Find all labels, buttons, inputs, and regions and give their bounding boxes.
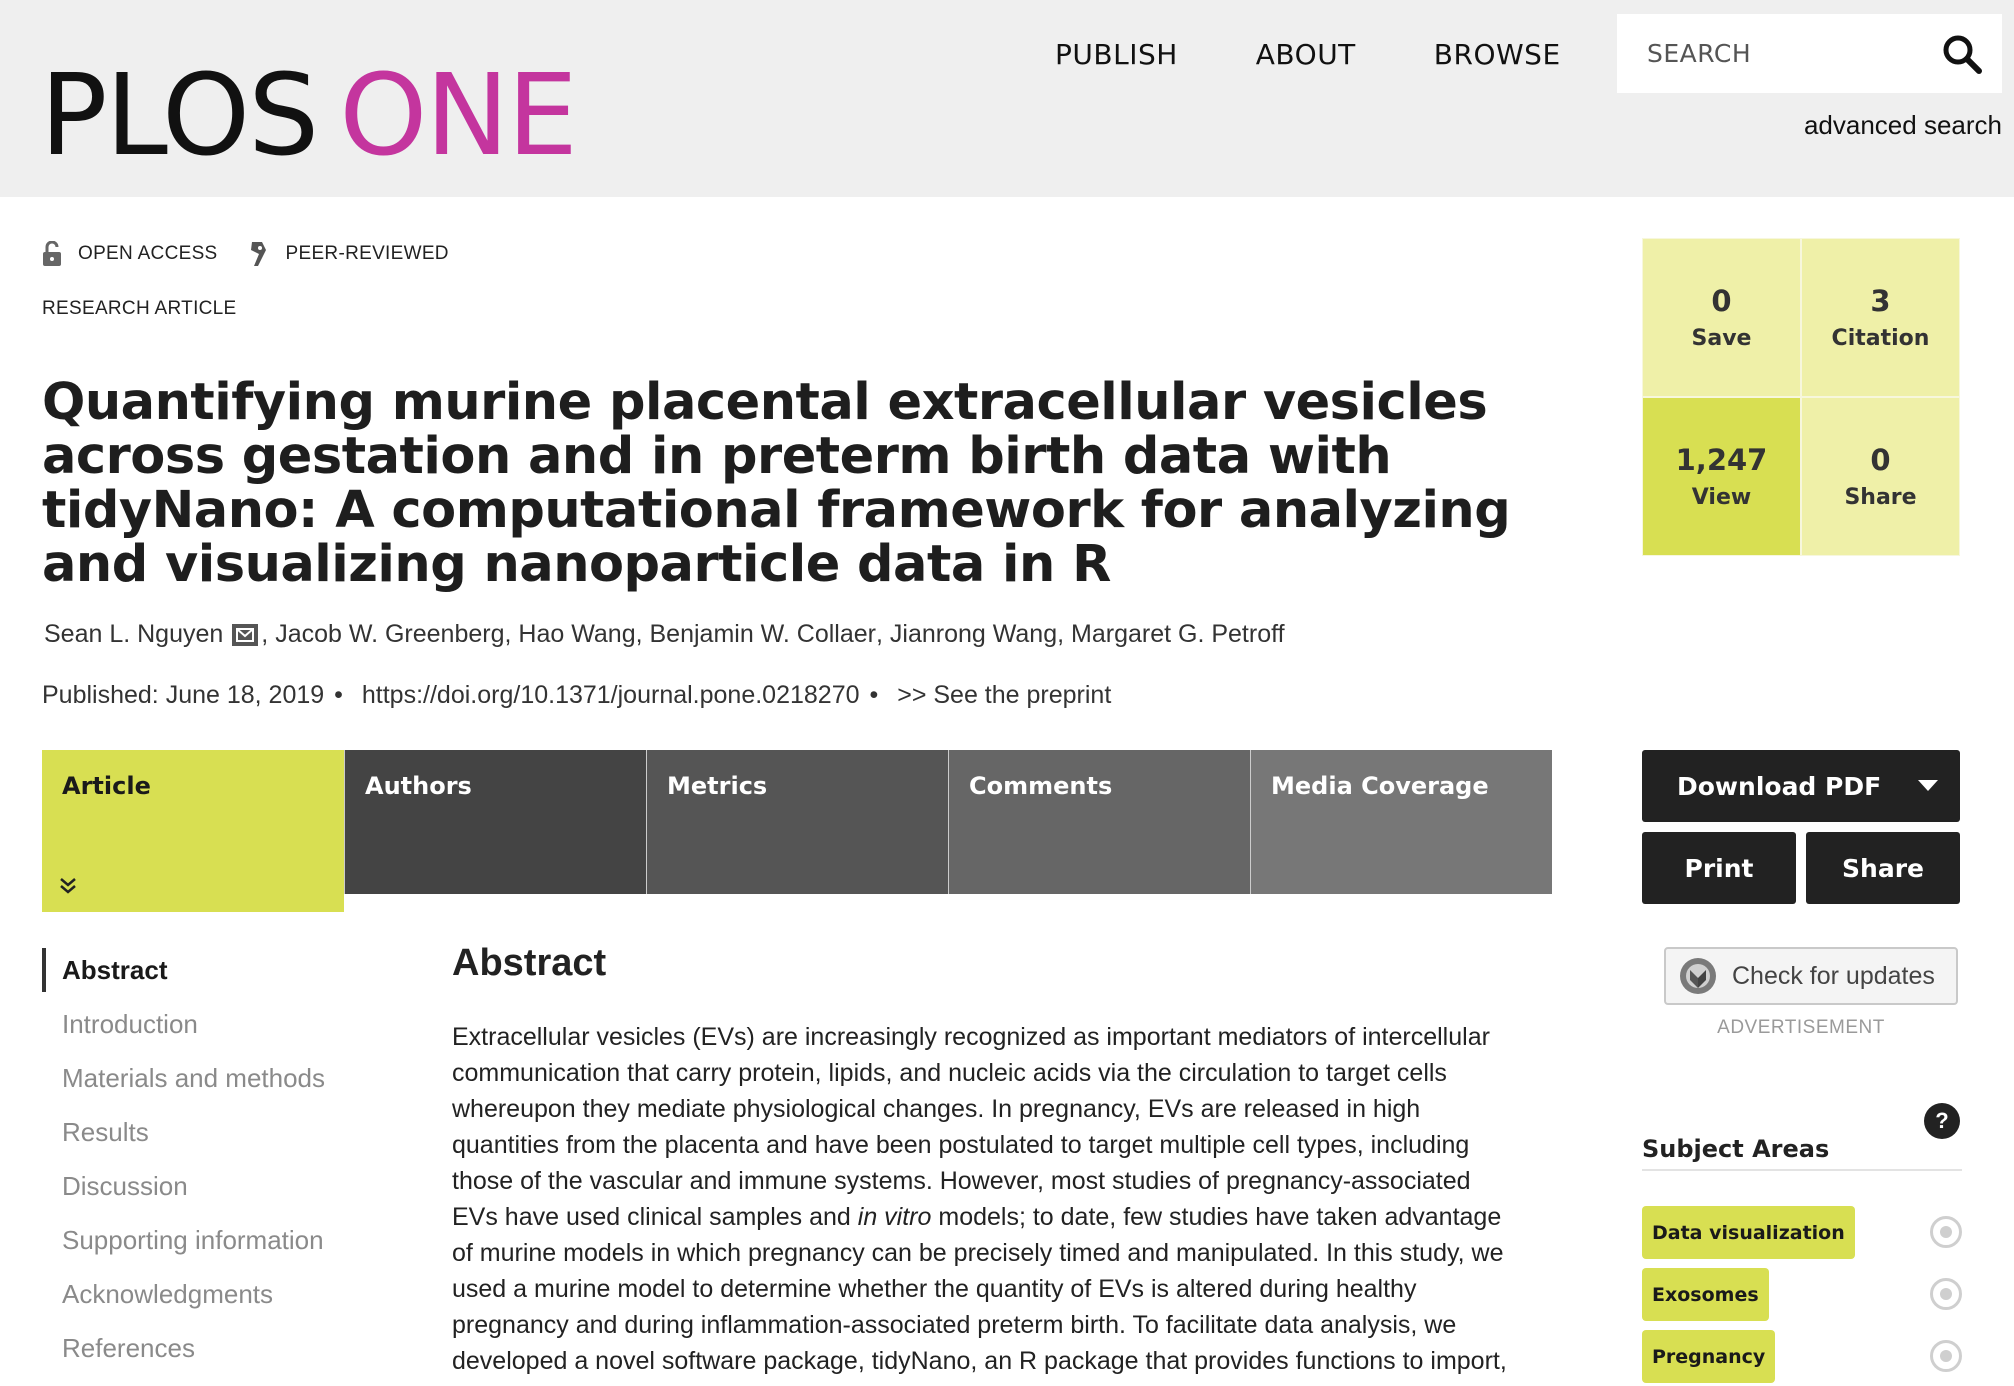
search-input[interactable] (1647, 39, 1937, 68)
author-separator: , (261, 620, 276, 648)
author-link[interactable]: Benjamin W. Collaer (649, 620, 876, 648)
download-pdf-button[interactable] (1642, 750, 1960, 822)
search-icon[interactable] (1940, 32, 1984, 76)
download-pdf-label: Download PDF (1677, 771, 1882, 801)
check-for-updates-button[interactable] (1664, 947, 1958, 1005)
toc-discussion[interactable]: Discussion (62, 1171, 188, 1201)
logo-one: ONE (339, 51, 576, 181)
author-link[interactable]: Jianrong Wang (889, 620, 1058, 648)
abstract-line: whereupon they mediate physiological changes. In pregnancy, EVs are released in high (452, 1095, 1421, 1123)
tab-label: Media Coverage (1271, 772, 1489, 800)
peer-reviewed-badge (248, 240, 449, 268)
metric-share[interactable] (1801, 397, 1960, 556)
doi-link[interactable]: https://doi.org/10.1371/journal.pone.0218270 (361, 681, 860, 709)
site-header (0, 0, 2014, 197)
author-separator: , (1057, 620, 1072, 648)
author-list (44, 620, 1285, 649)
nav-about[interactable]: ABOUT (1255, 38, 1356, 71)
author-link[interactable]: Sean L. Nguyen (44, 620, 224, 648)
metric-value: 0 (1870, 443, 1891, 477)
check-updates-label: Check for updates (1732, 961, 1935, 990)
author-link[interactable]: Jacob W. Greenberg (275, 620, 505, 648)
publication-info (42, 681, 1111, 710)
toc-materials-methods[interactable]: Materials and methods (62, 1063, 326, 1093)
author-separator: , (635, 620, 650, 648)
metric-value: 3 (1870, 284, 1891, 318)
author-link[interactable]: Hao Wang (518, 620, 636, 648)
toc-supporting-information[interactable]: Supporting information (62, 1225, 324, 1255)
author-separator: , (875, 620, 890, 648)
tab-label: Comments (969, 772, 1113, 800)
metric-value: 1,247 (1675, 443, 1768, 477)
abstract-line: those of the vascular and immune systems. However, most studies of pregnancy-associated (452, 1167, 1471, 1195)
preprint-link[interactable]: >> See the preprint (897, 681, 1112, 709)
subject-toggle-icon[interactable] (1930, 1278, 1962, 1310)
nav-browse[interactable]: BROWSE (1433, 38, 1561, 71)
abstract-italic-term: in vitro (857, 1203, 932, 1231)
plos-one-logo[interactable] (40, 51, 576, 181)
toc-results[interactable]: Results (62, 1117, 149, 1147)
subject-toggle-icon[interactable] (1930, 1340, 1962, 1372)
advanced-search-link[interactable]: advanced search (1803, 110, 2002, 140)
abstract-line: developed a novel software package, tidyNano, an R package that provides functions to import, (452, 1347, 1507, 1375)
logo-plos: PLOS (40, 51, 318, 181)
published-date: Published: June 18, 2019 (42, 681, 325, 709)
abstract-heading: Abstract (452, 942, 607, 984)
metric-citation[interactable] (1801, 238, 1960, 397)
abstract-line: of murine models in which pregnancy can be precisely timed and manipulated. In this study, we (452, 1239, 1504, 1267)
toc-introduction[interactable]: Introduction (62, 1009, 198, 1039)
main-nav (1055, 38, 1561, 71)
tab-media-coverage[interactable] (1250, 750, 1552, 894)
author-link[interactable]: Margaret G. Petroff (1071, 620, 1285, 648)
abstract-text (452, 1019, 1560, 1379)
tab-authors[interactable] (344, 750, 646, 894)
tab-article[interactable] (42, 750, 344, 912)
subject-tag[interactable]: Data visualization (1642, 1206, 1855, 1259)
separator-dot: • (869, 681, 879, 709)
article-title: Quantifying murine placental extracellular vesicles across gestation and in preterm birth data with tidyNano: A computational framework for analyzing and visualizing nanoparticle data in R (42, 373, 1511, 594)
tab-label: Authors (365, 772, 472, 800)
abstract-line (452, 1199, 1560, 1235)
email-icon[interactable] (231, 623, 259, 647)
abstract-line: quantities from the placenta and have been postulated to target multiple cell types, including (452, 1131, 1470, 1159)
abstract-line: communication that carry protein, lipids, and nucleic acids via the circulation to target cells (452, 1059, 1447, 1087)
article-type: RESEARCH ARTICLE (42, 298, 237, 319)
open-access-badge (42, 241, 218, 267)
author-separator: , (504, 620, 519, 648)
metric-label: View (1691, 485, 1752, 510)
metric-value: 0 (1711, 284, 1732, 318)
metric-label: Citation (1831, 326, 1930, 351)
abstract-line: Extracellular vesicles (EVs) are increasingly recognized as important mediators of intercellular (452, 1023, 1490, 1051)
unlock-icon (42, 241, 62, 267)
abstract-line: used a murine model to determine whether the quantity of EVs is altered during healthy (452, 1275, 1417, 1303)
article-tabs (42, 750, 1552, 912)
help-icon[interactable]: ? (1924, 1103, 1960, 1139)
toc-abstract[interactable]: Abstract (42, 948, 325, 1002)
access-badges (42, 240, 479, 268)
toc-acknowledgments[interactable]: Acknowledgments (62, 1279, 273, 1309)
tab-metrics[interactable] (646, 750, 948, 894)
tab-comments[interactable] (948, 750, 1250, 894)
toc-references[interactable]: References (62, 1333, 195, 1363)
peer-reviewed-icon (248, 240, 270, 268)
separator-dot: • (334, 681, 343, 709)
subject-tag[interactable]: Pregnancy (1642, 1330, 1775, 1383)
article-toc (42, 948, 325, 1380)
print-button[interactable]: Print (1642, 832, 1796, 904)
abstract-text-segment: models; to date, few studies have taken advantage (931, 1203, 1502, 1231)
article-metrics (1642, 238, 1960, 556)
subject-divider (1642, 1169, 1962, 1171)
subject-toggle-icon[interactable] (1930, 1216, 1962, 1248)
metric-save[interactable] (1642, 238, 1801, 397)
metric-label: Save (1691, 326, 1752, 351)
nav-publish[interactable]: PUBLISH (1055, 38, 1178, 71)
crossmark-icon (1678, 956, 1718, 996)
double-chevron-down-icon (58, 876, 78, 896)
subject-tag[interactable]: Exosomes (1642, 1268, 1769, 1321)
subject-areas-title: Subject Areas (1642, 1135, 1830, 1163)
caret-down-icon (1918, 780, 1938, 791)
advertisement-label: ADVERTISEMENT (1717, 1017, 1885, 1038)
metric-label: Share (1844, 485, 1917, 510)
abstract-text-segment: EVs have used clinical samples and (452, 1203, 858, 1231)
peer-reviewed-label: PEER-REVIEWED (285, 243, 449, 264)
abstract-line: pregnancy and during inflammation-associated preterm birth. To facilitate data analysis, we (452, 1311, 1457, 1339)
search-box (1617, 14, 2002, 93)
metric-view[interactable] (1642, 397, 1801, 556)
open-access-label: OPEN ACCESS (78, 243, 218, 264)
tab-label: Metrics (667, 772, 768, 800)
tab-label: Article (62, 772, 151, 800)
share-button[interactable]: Share (1806, 832, 1960, 904)
